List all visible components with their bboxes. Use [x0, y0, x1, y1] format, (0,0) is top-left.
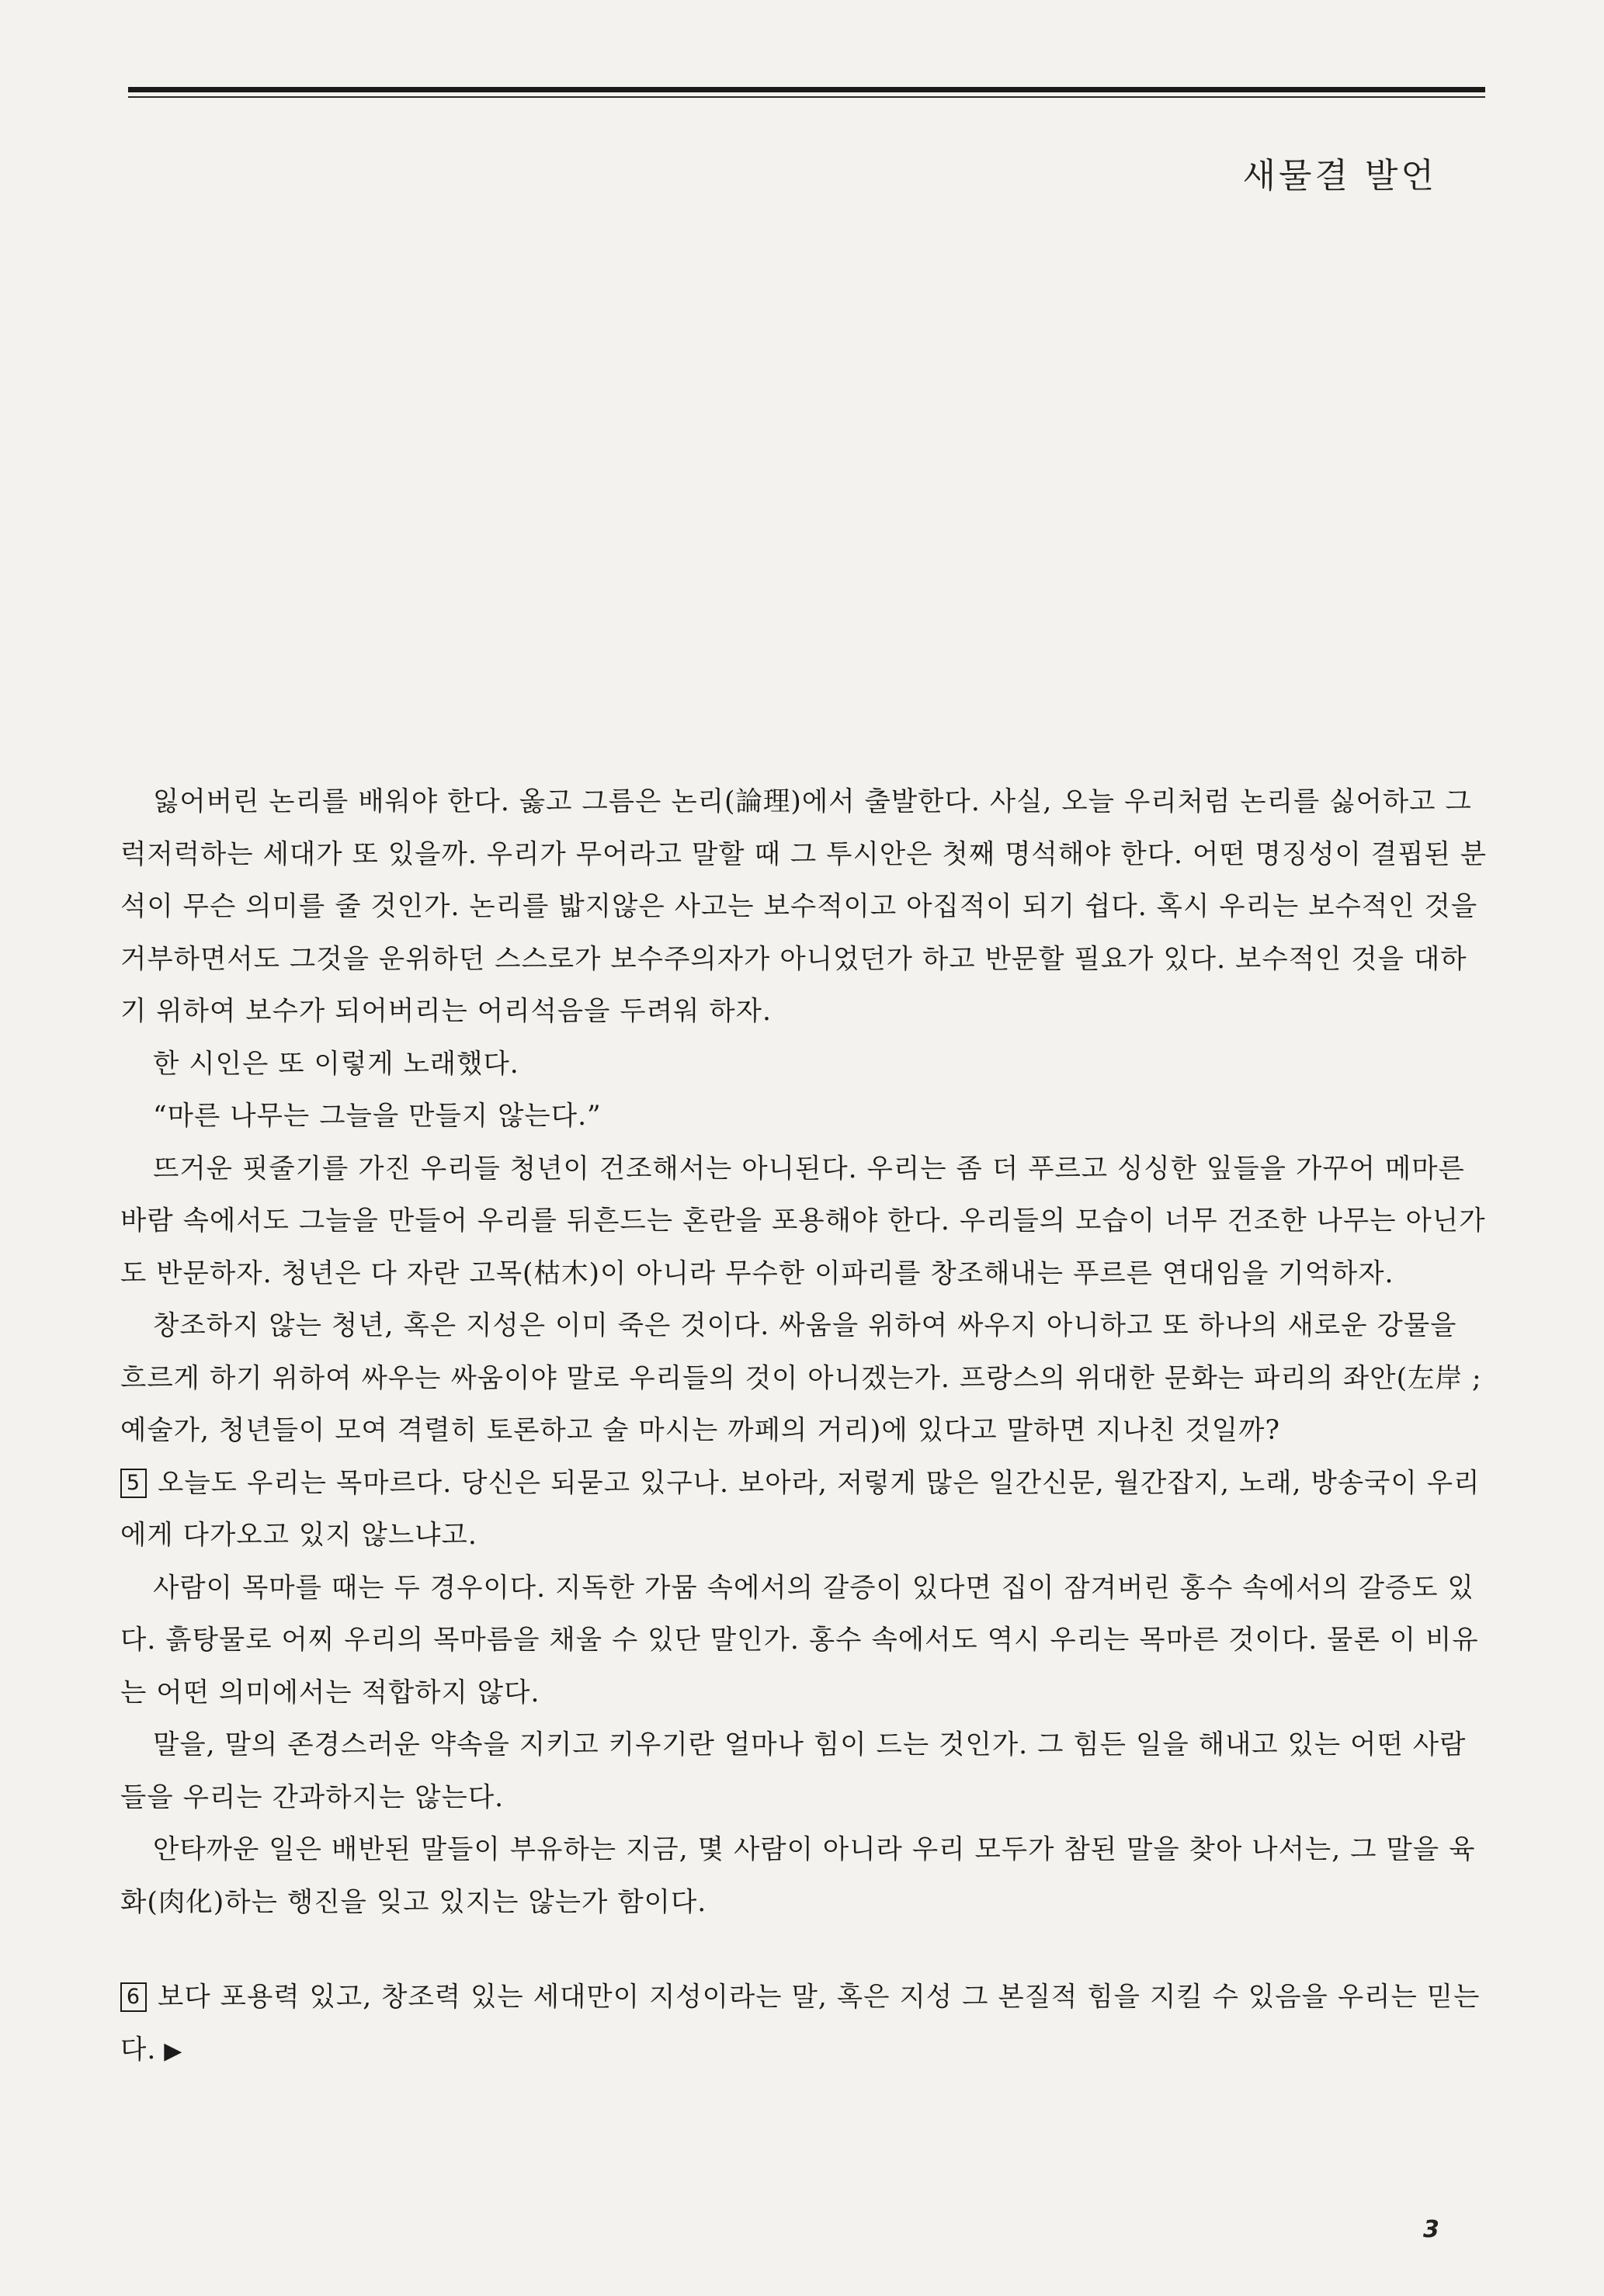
- header-rule-thick: [128, 87, 1485, 92]
- section-6-text: 보다 포용력 있고, 창조력 있는 세대만이 지성이라는 말, 혹은 지성 그 본질적 힘을 지킬 수 있음을 우리는 믿는다.: [120, 1982, 1481, 2065]
- section-5-lead: [120, 1458, 1488, 1562]
- section-number-box: 6: [120, 1982, 147, 2012]
- paragraph: 말을, 말의 존경스러운 약속을 지키고 키우기란 얼마나 힘이 드는 것인가. 그 힘든 일을 해내고 있는 어떤 사람들을 우리는 간과하지는 않는다.: [120, 1729, 1467, 1813]
- paragraph: 뜨거운 핏줄기를 가진 우리들 청년이 건조해서는 아니된다. 우리는 좀 더 푸르고 싱싱한 잎들을 가꾸어 메마른 바람 속에서도 그늘을 만들어 우리를 뒤흔드는 혼란을 포용해야 한다. 우리들의 모습이 너무 건조한 나무는 아닌가도 반문하자. 청년은 다 자란 고목(枯木)이 아니라 무수한 이파리를 창조해내는 푸르른 연대임을 기억하자.: [120, 1153, 1486, 1289]
- column-title: 새물결 발언: [1242, 156, 1437, 196]
- quote-paragraph: “마른 나무는 그늘을 만들지 않는다.”: [153, 1101, 602, 1132]
- section-number-box: 5: [120, 1469, 147, 1498]
- page-number: 3: [1423, 2216, 1439, 2243]
- article-body: [120, 776, 1488, 2077]
- paragraph: 한 시인은 또 이렇게 노래했다.: [153, 1048, 519, 1080]
- continue-arrow-icon: ▶: [164, 2037, 183, 2065]
- header-rule-thin: [128, 96, 1485, 98]
- paragraph: 잃어버린 논리를 배워야 한다. 옳고 그름은 논리(論理)에서 출발한다. 사실, 오늘 우리처럼 논리를 싫어하고 그럭저럭하는 세대가 또 있을까. 우리가 무어라고 말할 때 그 투시안은 첫째 명석해야 한다. 어떤 명징성이 결핍된 분석이 무슨 의미를 줄 것인가. 논리를 밟지않은 사고는 보수적이고 아집적이 되기 쉽다. 혹시 우리는 보수적인 것을 거부하면서도 그것을 운위하던 스스로가 보수주의자가 아니었던가 하고 반문할 필요가 있다. 보수적인 것을 대하기 위하여 보수가 되어버리는 어리석음을 두려워 하자.: [120, 786, 1488, 1027]
- section-5-text: 오늘도 우리는 목마르다. 당신은 되묻고 있구나. 보아라, 저렇게 많은 일간신문, 월간잡지, 노래, 방송국이 우리에게 다가오고 있지 않느냐고.: [120, 1467, 1481, 1551]
- paragraph: 창조하지 않는 청년, 혹은 지성은 이미 죽은 것이다. 싸움을 위하여 싸우지 아니하고 또 하나의 새로운 강물을 흐르게 하기 위하여 싸우는 싸움이야 말로 우리들의 것이 아니겠는가. 프랑스의 위대한 문화는 파리의 좌안(左岸 ; 예술가, 청년들이 모여 격렬히 토론하고 술 마시는 까페의 거리)에 있다고 말하면 지나친 것일까?: [120, 1310, 1482, 1446]
- section-6-lead: [120, 1972, 1488, 2077]
- paragraph: 안타까운 일은 배반된 말들이 부유하는 지금, 몇 사람이 아니라 우리 모두가 참된 말을 찾아 나서는, 그 말을 육화(肉化)하는 행진을 잊고 있지는 않는가 함이다.: [120, 1834, 1476, 1918]
- paragraph: 사람이 목마를 때는 두 경우이다. 지독한 가뭄 속에서의 갈증이 있다면 집이 잠겨버린 홍수 속에서의 갈증도 있다. 흙탕물로 어찌 우리의 목마름을 채울 수 있단 말인가. 홍수 속에서도 역시 우리는 목마른 것이다. 물론 이 비유는 어떤 의미에서는 적합하지 않다.: [120, 1572, 1479, 1708]
